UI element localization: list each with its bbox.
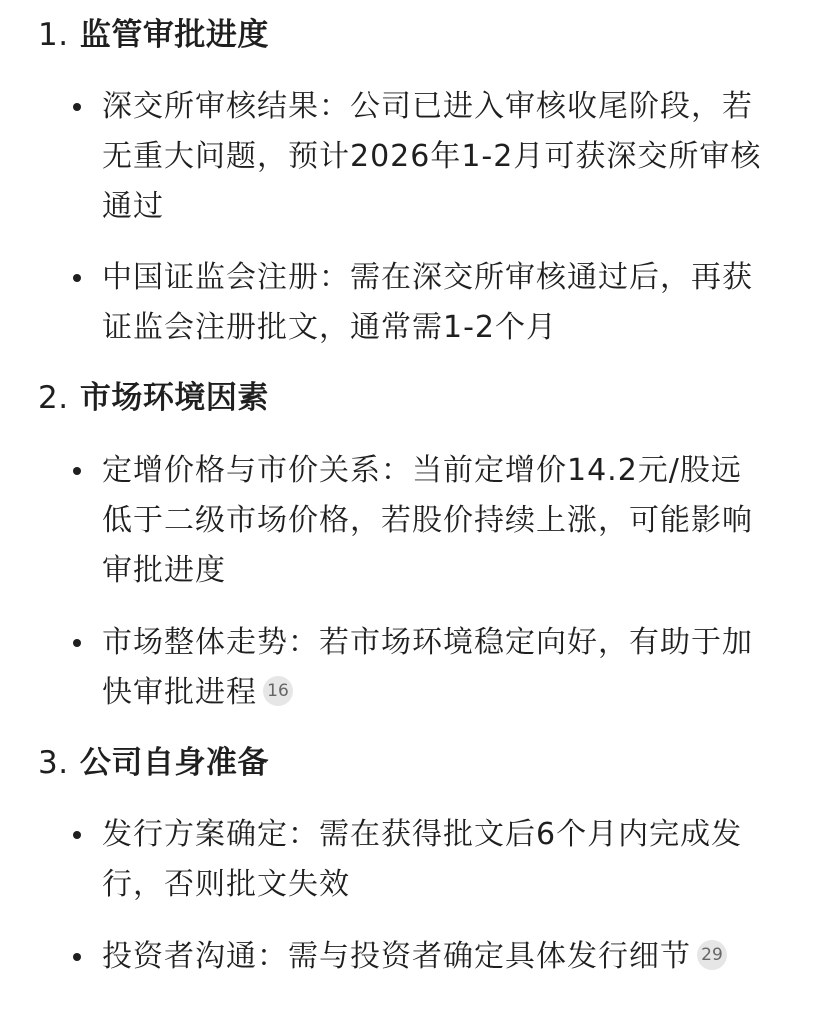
text-line: 审批进度 — [102, 553, 226, 588]
bullet-icon — [73, 467, 81, 475]
section-number: 3. — [38, 745, 69, 781]
section-title: 市场环境因素 — [79, 380, 269, 416]
bullet-icon — [73, 639, 81, 647]
section-number: 2. — [38, 380, 69, 416]
text-line: 市场整体走势：若市场环境稳定向好，有助于加 — [102, 625, 753, 660]
section-title: 公司自身准备 — [79, 745, 269, 781]
section-number: 1. — [38, 17, 69, 53]
text-line: 通过 — [102, 189, 164, 224]
bullet-icon — [73, 831, 81, 839]
text-line: 无重大问题，预计2026年1-2月可获深交所审核 — [102, 139, 762, 174]
text-line: 发行方案确定：需在获得批文后6个月内完成发 — [102, 817, 743, 852]
list-item-text — [102, 932, 802, 982]
text-line-content: 投资者沟通：需与投资者确定具体发行细节 — [102, 939, 691, 974]
section-heading — [38, 741, 269, 785]
citation-badge[interactable]: 16 — [263, 676, 293, 706]
bullet-icon — [73, 953, 81, 961]
text-line: 行，否则批文失效 — [102, 867, 350, 902]
bullet-icon — [73, 274, 81, 282]
text-line: 定增价格与市价关系：当前定增价14.2元/股远 — [102, 453, 742, 488]
list-item-text — [102, 810, 802, 910]
text-line: 低于二级市场价格，若股价持续上涨，可能影响 — [102, 503, 753, 538]
text-line: 中国证监会注册：需在深交所审核通过后，再获 — [102, 260, 753, 295]
text-line-content: 快审批进程 — [102, 675, 257, 710]
list-item-text — [102, 82, 802, 232]
text-line: 深交所审核结果：公司已进入审核收尾阶段，若 — [102, 89, 753, 124]
citation-badge[interactable]: 29 — [697, 940, 727, 970]
text-line — [102, 668, 802, 718]
list-item-text — [102, 446, 802, 596]
section-heading — [38, 376, 269, 420]
section-title: 监管审批进度 — [79, 17, 269, 53]
list-item-text — [102, 253, 802, 353]
section-heading — [38, 13, 269, 57]
text-line: 证监会注册批文，通常需1-2个月 — [102, 310, 557, 345]
list-item-text — [102, 618, 802, 718]
text-line — [102, 932, 802, 982]
bullet-icon — [73, 103, 81, 111]
